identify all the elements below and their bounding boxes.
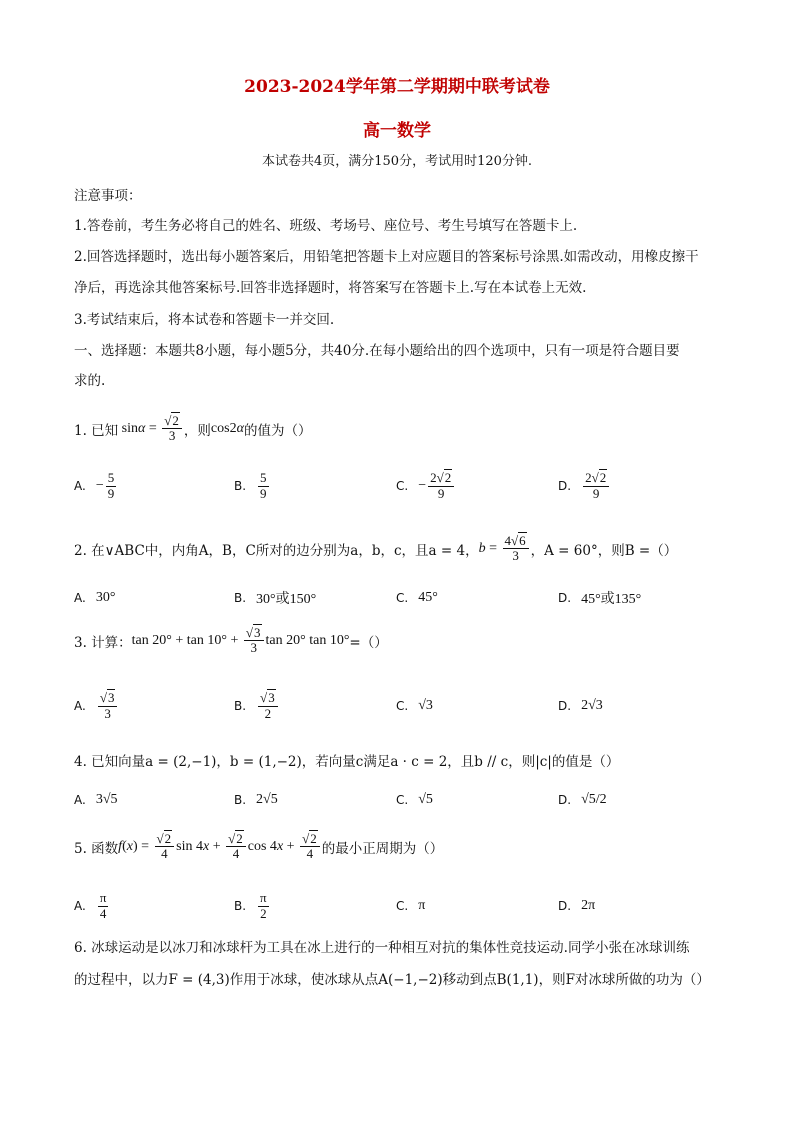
q2-side-b: b = $\frac{4√6}{3}$ [479,534,531,564]
q4-options [74,780,734,820]
q1-expression: cos2α [210,420,244,436]
exam-title: 2023-2024学年第二学期期中联考试卷 [244,77,550,97]
question-4: 4. 已知向量a = (2,−1)，b = (1,−2)，若向量c满足a · c = 2，且b // c，则|c|的值是（） [74,754,620,770]
q1-option-a[interactable]: A. − $\frac{5}{9}$ [74,470,115,501]
section-heading-line2: 求的. [74,373,106,389]
q1-condition: sinα = $\frac{√2}{3}$ [118,414,184,444]
q2-options [74,578,734,618]
note-item-3: 3.考试结束后，将本试卷和答题卡一并交回. [74,312,335,328]
q5-options [74,886,734,926]
question-3: 3. 计算： tan 20° + tan 10° + $\frac{√3}{3}$ tan 20° tan 10° =（） [74,625,388,656]
note-item-2b: 净后，再选涂其他答案标号.回答非选择题时，将答案写在答题卡上.写在本试卷上无效. [74,280,587,296]
q5-option-d[interactable]: D. 2π [558,898,596,913]
q3-option-b[interactable]: B. $\frac{√3}{2}$ [234,686,280,726]
note-item-1: 1.答卷前，考生务必将自己的姓名、班级、考场号、座位号、考生号填写在答题卡上. [74,218,578,234]
q4-option-b[interactable]: B. 2√5 [234,792,278,807]
q2-option-c[interactable]: C. 45° [396,590,438,605]
note-item-2a: 2.回答选择题时，选出每小题答案后，用铅笔把答题卡上对应题目的答案标号涂黑.如需改动，用橡皮擦干 [74,249,699,265]
section-heading-line1: 一、选择题：本题共8小题，每小题5分，共40分.在每小题给出的四个选项中，只有一项是符合题目要 [74,343,680,359]
q4-option-c[interactable]: C. √5 [396,792,433,807]
q1-option-c[interactable]: C. − $\frac{2√2}{9}$ [396,466,456,506]
q5-option-a[interactable]: A. $\frac{\pi}{4}$ [74,890,107,921]
q1-option-b[interactable]: B. $\frac{5}{9}$ [234,470,267,501]
q3-expression: tan 20° + tan 10° + $\frac{√3}{3}$ tan 20° tan 10° [131,625,350,656]
question-1: 1. 已知 sinα = $\frac{√2}{3}$ ，则 cos2α 的值为（） [74,413,312,444]
q3-option-a[interactable]: A. $\frac{√3}{3}$ [74,686,119,726]
q4-option-a[interactable]: A. 3√5 [74,792,118,807]
q2-option-d[interactable]: D. 45°或135° [558,591,642,607]
q1-options [74,466,734,506]
q5-function: f(x) = $\frac{√2}{4}$ sin 4x + $\frac{√2}{4}$ cos 4x + $\frac{√2}{4}$ [118,832,322,862]
q3-option-d[interactable]: D. 2√3 [558,698,603,713]
question-6-line1: 6. 冰球运动是以冰刀和冰球杆为工具在冰上进行的一种相互对抗的集体性竞技运动.同学小张在冰球训练 [74,940,690,956]
q4-option-d[interactable]: D. √5/2 [558,792,607,807]
question-5: 5. 函数 f(x) = $\frac{√2}{4}$ sin 4x + $\frac{√2}{4}$ cos 4x + $\frac{√2}{4}$ 的最小正周期为（） [74,831,444,862]
notes-heading: 注意事项： [74,188,142,204]
q3-option-c[interactable]: C. √3 [396,698,433,713]
q3-options [74,686,734,726]
q5-option-c[interactable]: C. π [396,898,426,913]
question-6-line2: 的过程中，以力F = (4,3)作用于冰球，使冰球从点A(−1,−2)移动到点B(1,1)，则F对冰球所做的功为（） [74,972,710,988]
exam-subtitle: 高一数学 [363,121,431,141]
q1-option-d[interactable]: D. $\frac{2√2}{9}$ [558,466,611,506]
q2-option-a[interactable]: A. 30° [74,590,116,605]
q5-option-b[interactable]: B. $\frac{\pi}{2}$ [234,890,267,921]
q2-option-b[interactable]: B. 30°或150° [234,591,317,607]
question-2: 2. 在∨ABC中，内角A，B，C所对的边分别为a，b，c，且a = 4， b = $\frac{4√6}{3}$ ，A = 60°，则B =（） [74,533,678,564]
exam-info: 本试卷共4页，满分150分，考试用时120分钟. [261,154,533,169]
